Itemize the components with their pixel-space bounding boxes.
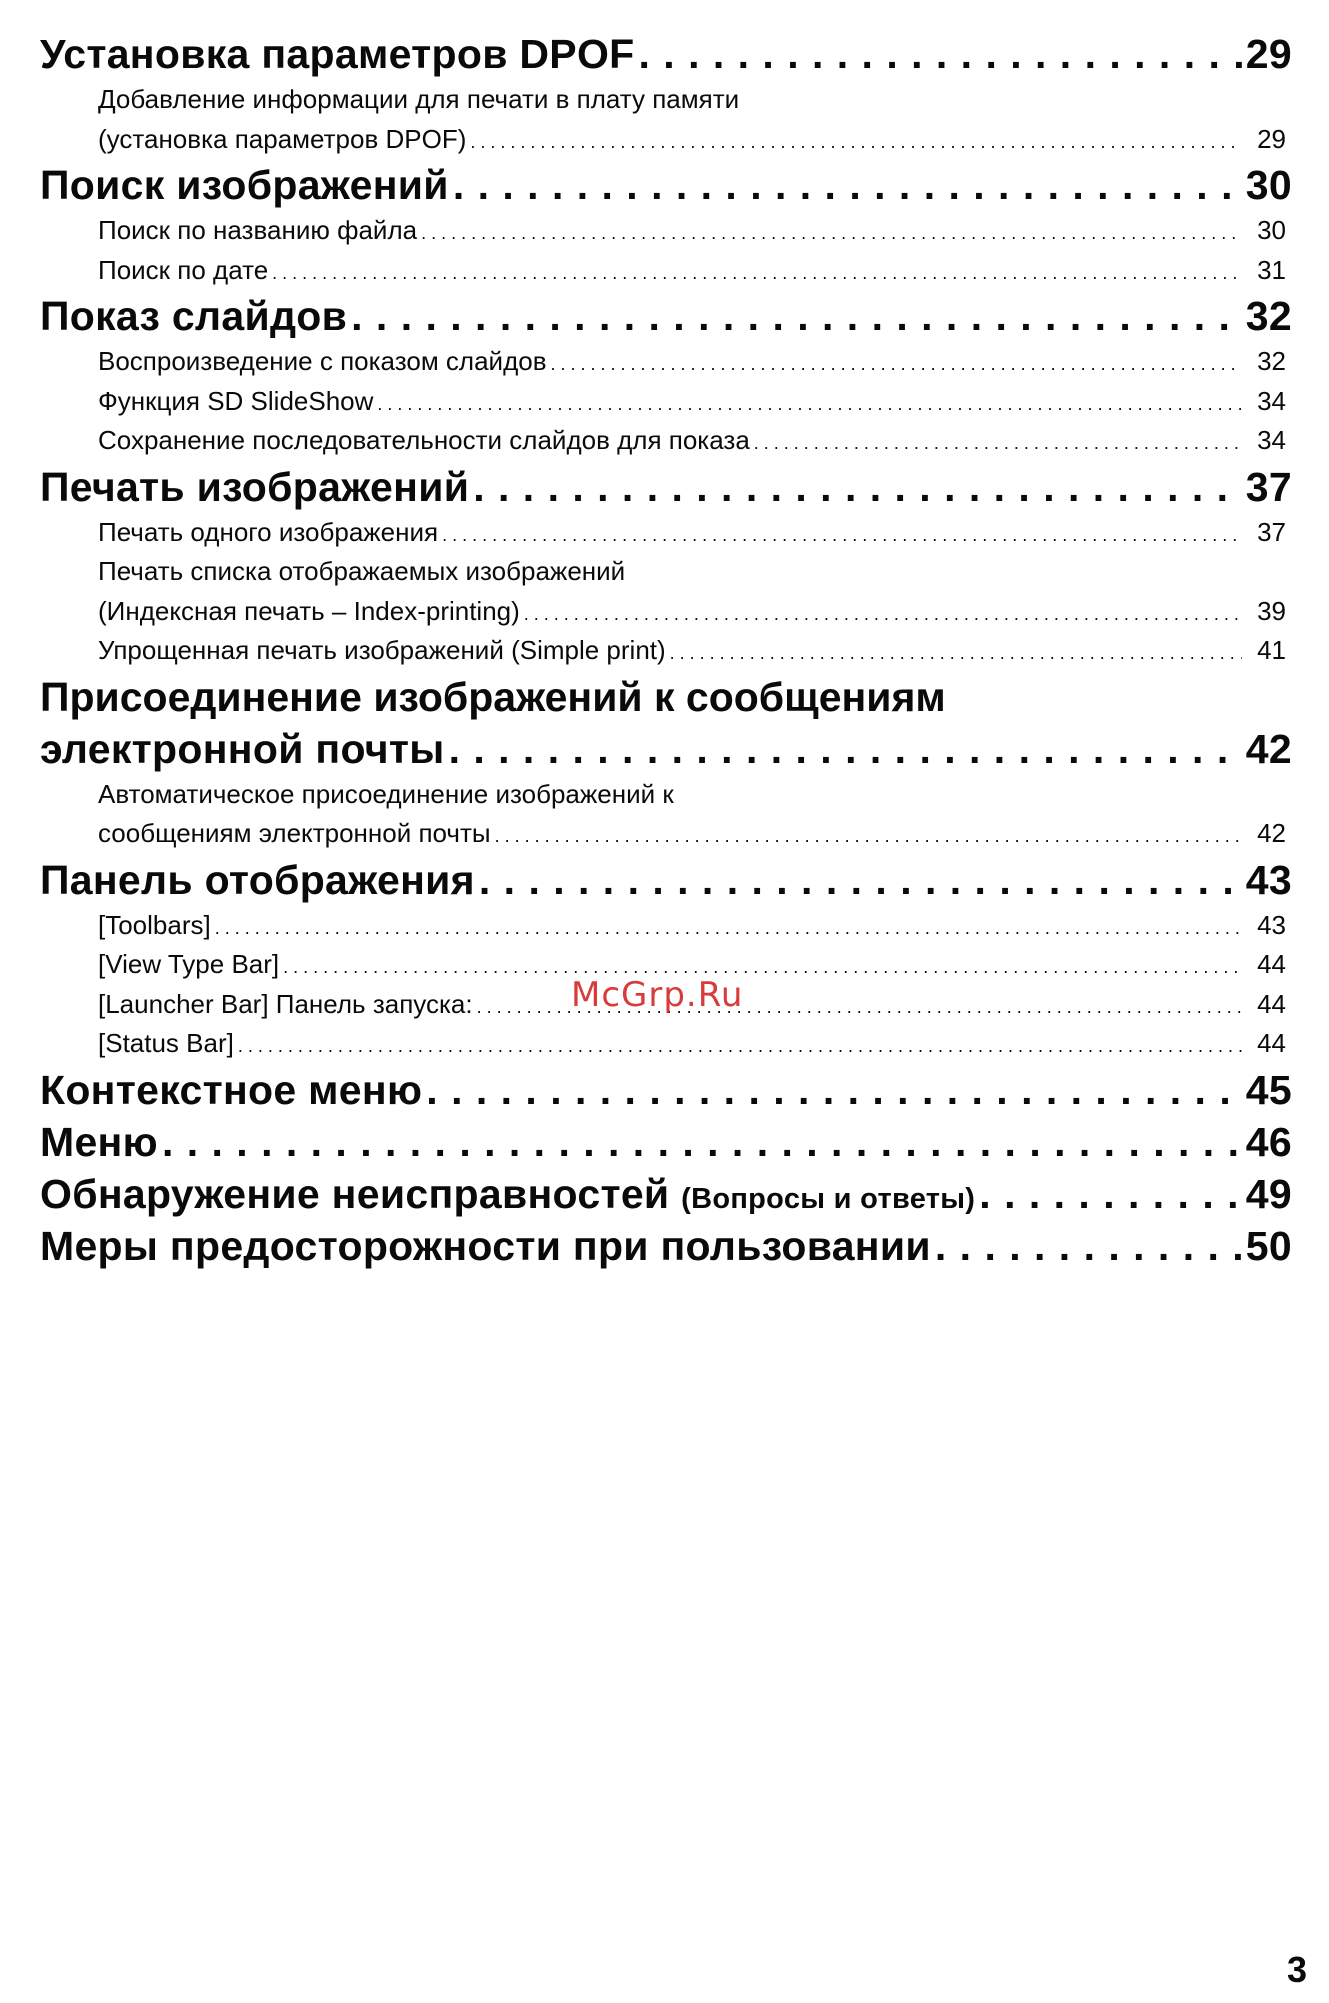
toc-entry-title [40, 1168, 975, 1225]
toc-entry-title: Установка параметров DPOF [40, 31, 635, 77]
toc-subentry-page: 30 [1257, 215, 1286, 245]
toc-entry-title: Поиск изображений [40, 162, 449, 208]
toc-subentry-title: [View Type Bar] [98, 949, 280, 979]
toc-entry-page: 43 [1245, 856, 1292, 903]
toc-entry-title: Контекстное меню [40, 1066, 423, 1113]
dot-leader [639, 28, 1242, 80]
dot-leader [551, 342, 1242, 385]
dot-leader [215, 906, 1242, 949]
toc-subentry-title: (Индексная печать – Index-printing) [98, 595, 520, 626]
toc-entry-page: 42 [1245, 725, 1292, 772]
dot-leader [473, 461, 1242, 513]
dot-leader [272, 251, 1242, 294]
toc-entry-line: Присоединение изображений к сообщениям [40, 673, 946, 720]
toc-entry-page: 49 [1245, 1170, 1292, 1217]
dot-leader [979, 1168, 1242, 1220]
toc-subentry-title: [Toolbars] [98, 909, 211, 940]
toc-subentry-search-filename[interactable] [40, 211, 1292, 251]
page-number: 3 [1286, 1949, 1307, 1990]
toc-subentry-title: сообщениям электронной почты [98, 818, 491, 848]
toc-subentry-page: 31 [1257, 254, 1286, 285]
toc-subentry-line: Добавление информации для печати в плату памяти [98, 84, 740, 114]
toc-entry-troubleshooting[interactable] [40, 1168, 1292, 1220]
toc-entry-page: 37 [1245, 463, 1292, 510]
toc-subentry-title: Упрощенная печать изображений (Simple print) [98, 635, 666, 665]
toc-subentry-sd-slideshow[interactable] [40, 382, 1292, 422]
toc-entry-title: электронной почты [40, 725, 445, 772]
toc-entry-context-menu[interactable] [40, 1064, 1292, 1116]
toc-subentry-page: 42 [1257, 818, 1286, 848]
toc-subentry-page: 32 [1257, 346, 1286, 376]
toc-subentry-page: 37 [1257, 516, 1286, 547]
toc-entry-dpof[interactable] [40, 28, 1292, 80]
toc-subentry-page: 44 [1257, 988, 1286, 1019]
toc-entry-page: 32 [1245, 293, 1292, 339]
toc-subentry-print-single[interactable] [40, 513, 1292, 553]
toc-subentry-page: 44 [1257, 949, 1286, 979]
toc-entry-title-text: Обнаружение неисправностей [40, 1170, 670, 1217]
toc-entry-title: Панель отображения [40, 856, 475, 903]
toc-entry-email-attach[interactable] [40, 723, 1292, 775]
toc-subentry-title: [Status Bar] [98, 1028, 234, 1058]
toc-subentry-page: 34 [1257, 425, 1286, 455]
dot-leader [426, 1064, 1241, 1116]
dot-leader [238, 1024, 1242, 1067]
toc-entry-title: Меню [40, 1118, 158, 1165]
toc-entry-page: 45 [1245, 1066, 1292, 1113]
dot-leader [470, 120, 1242, 163]
watermark: McGrp.Ru [571, 975, 744, 1015]
dot-leader [449, 723, 1242, 775]
toc-subentry-auto-attach[interactable] [40, 814, 1292, 854]
toc-entry-title: Меры предосторожности при пользовании [40, 1222, 931, 1269]
toc-subentry-page: 44 [1257, 1028, 1286, 1058]
toc-subentry-title: Функция SD SlideShow [98, 385, 374, 416]
toc-subentry-title: Сохранение последовательности слайдов для показа [98, 425, 750, 455]
toc-subentry-line: Автоматическое присоединение изображений к [98, 778, 674, 809]
toc-subentry-page: 41 [1257, 635, 1286, 665]
toc-entry-slideshow[interactable] [40, 290, 1292, 342]
toc-subentry-title: Поиск по дате [98, 254, 269, 285]
toc-subentry-title: Печать одного изображения [98, 516, 439, 547]
toc-subentry-simple-print[interactable] [40, 631, 1292, 671]
dot-leader [283, 945, 1242, 988]
toc-subentry-dpof-settings[interactable] [40, 120, 1292, 160]
toc-entry-title: Показ слайдов [40, 293, 348, 339]
toc-subentry-line: Печать списка отображаемых изображений [98, 556, 626, 586]
dot-leader [670, 631, 1242, 674]
toc-subentry-status-bar[interactable] [40, 1024, 1292, 1064]
dot-leader [754, 421, 1242, 464]
toc-entry-display-panel[interactable] [40, 854, 1292, 906]
toc-subentry-title: Поиск по названию файла [98, 215, 418, 245]
table-of-contents [40, 28, 1292, 1272]
toc-entry-page: 30 [1245, 162, 1292, 208]
toc-entry-image-search[interactable] [40, 159, 1292, 211]
toc-subentry-toolbars[interactable] [40, 906, 1292, 946]
dot-leader [479, 854, 1242, 906]
toc-subentry-index-printing[interactable] [40, 592, 1292, 632]
toc-subentry-title: Воспроизведение с показом слайдов [98, 346, 547, 376]
dot-leader [351, 290, 1242, 342]
toc-entry-printing[interactable] [40, 461, 1292, 513]
dot-leader [442, 513, 1242, 556]
toc-entry-page: 46 [1245, 1118, 1292, 1165]
dot-leader [495, 814, 1242, 857]
toc-subentry-page: 34 [1257, 385, 1286, 416]
toc-subentry-page: 39 [1257, 595, 1286, 626]
toc-subentry-slideshow-playback[interactable] [40, 342, 1292, 382]
toc-subentry-save-sequence[interactable] [40, 421, 1292, 461]
toc-subentry-title: (установка параметров DPOF) [98, 123, 467, 154]
dot-leader [935, 1220, 1242, 1272]
dot-leader [162, 1116, 1242, 1168]
toc-subentry-page: 43 [1257, 909, 1286, 940]
toc-entry-precautions[interactable] [40, 1220, 1292, 1272]
toc-entry-page: 29 [1245, 31, 1292, 77]
dot-leader [453, 159, 1242, 211]
toc-entry-menu[interactable] [40, 1116, 1292, 1168]
toc-subentry-page: 29 [1257, 123, 1286, 154]
dot-leader [524, 592, 1242, 635]
toc-subentry-search-date[interactable] [40, 251, 1292, 291]
dot-leader [421, 211, 1242, 254]
toc-entry-page: 50 [1245, 1222, 1292, 1269]
toc-entry-title-suffix: (Вопросы и ответы) [681, 1182, 976, 1215]
toc-entry-title: Печать изображений [40, 463, 470, 510]
toc-subentry-title: [Launcher Bar] Панель запуска: [98, 988, 473, 1019]
dot-leader [377, 382, 1242, 425]
